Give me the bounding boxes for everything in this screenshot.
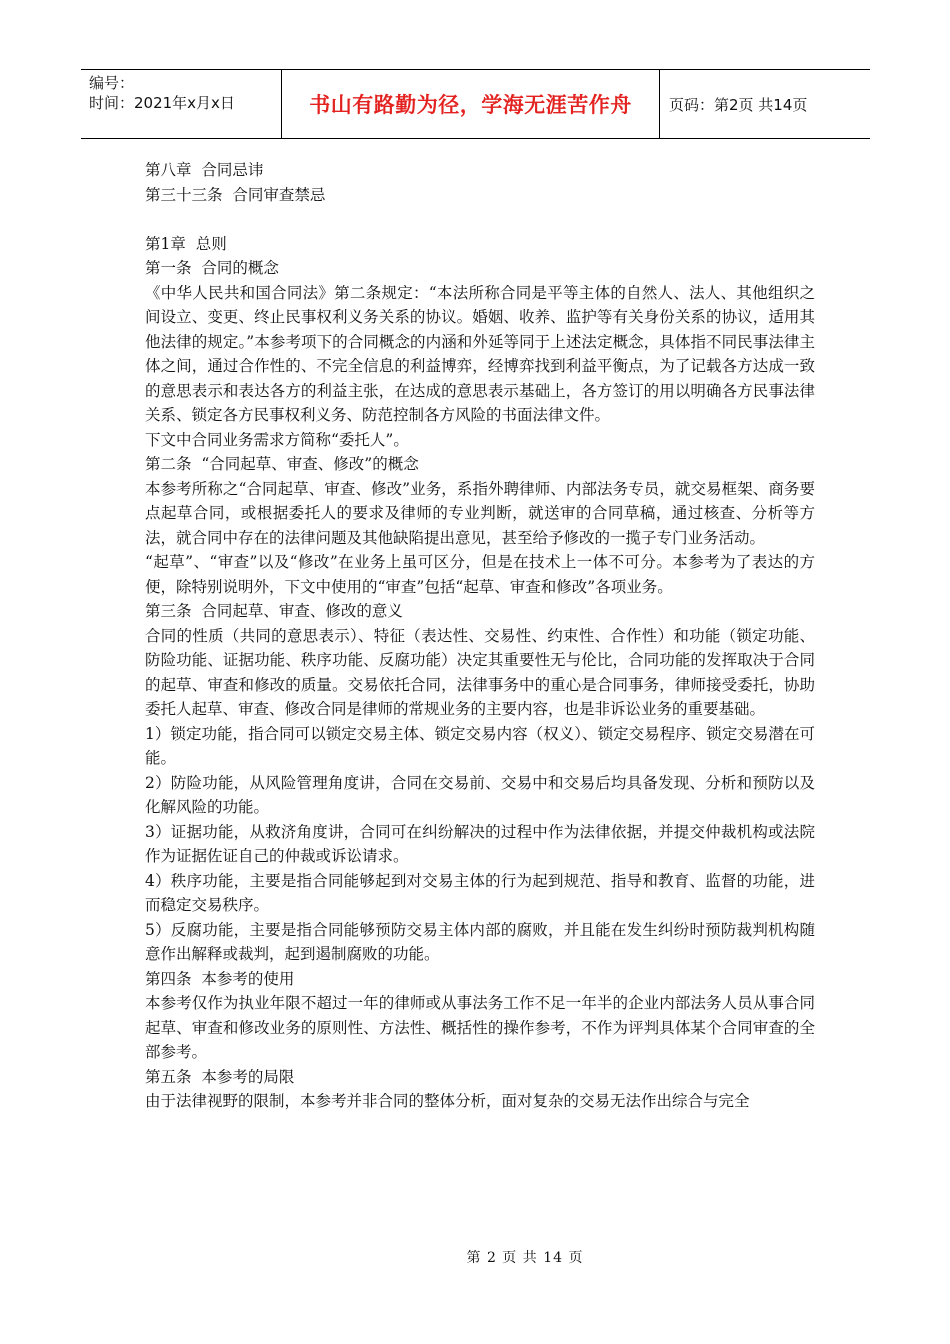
header-motto-cell xyxy=(281,70,660,138)
document-body xyxy=(145,158,815,1114)
article-1-paragraph-1: 《中华人民共和国合同法》第二条规定：“本法所称合同是平等主体的自然人、法人、其他组织之间设立、变更、终止民事权利义务关系的协议。婚姻、收养、监护等有关身份关系的协议，适用其他法律的规定。”本参考项下的合同概念的内涵和外延等同于上述法定概念，具体指不同民事法律主体之间，通过合作性的、不完全信息的利益博弈，经博弈找到利益平衡点，为了记载各方达成一致的意思表示和表达各方的利益主张，在达成的意思表示基础上，各方签订的用以明确各方民事法律关系、锁定各方民事权利义务、防范控制各方风险的书面法律文件。 xyxy=(145,283,815,424)
footer-page-number: 第 2 页 共 14 页 xyxy=(466,1250,584,1266)
article-3-paragraph-1: 合同的性质（共同的意思表示）、特征（表达性、交易性、约束性、合作性）和功能（锁定功能、防险功能、证据功能、秩序功能、反腐功能）决定其重要性无与伦比，合同功能的发挥取决于合同的起草、审查和修改的质量。交易依托合同，法律事务中的重心是合同事务，律师接受委托，协助委托人起草、审查、修改合同是律师的常规业务的主要内容，也是非诉讼业务的重要基础。 xyxy=(145,626,815,718)
article-5-heading: 第五条 本参考的局限 xyxy=(145,1067,295,1086)
article-2-heading: 第二条 “合同起草、审查、修改”的概念 xyxy=(145,455,419,473)
article-3-item-4: 4）秩序功能，主要是指合同能够起到对交易主体的行为起到规范、指导和教育、监督的功能，进而稳定交易秩序。 xyxy=(145,871,815,914)
toc-chapter-8: 第八章 合同忌讳 xyxy=(145,161,264,179)
article-4-heading: 第四条 本参考的使用 xyxy=(145,969,295,988)
article-3-heading: 第三条 合同起草、审查、修改的意义 xyxy=(145,602,403,620)
article-4-paragraph-1: 本参考仅作为执业年限不超过一年的律师或从事法务工作不足一年半的企业内部法务人员从事合同起草、审查和修改业务的原则性、方法性、概括性的操作参考，不作为评判具体某个合同审查的全部参考。 xyxy=(145,994,815,1061)
article-5-paragraph-1: 由于法律视野的限制，本参考并非合同的整体分析，面对复杂的交易无法作出综合与完全 xyxy=(145,1092,750,1110)
article-3-item-3: 3）证据功能，从救济角度讲，合同可在纠纷解决的过程中作为法律依据，并提交仲裁机构或法院作为证据佐证自己的仲裁或诉讼请求。 xyxy=(145,822,815,865)
chapter-1-heading: 第1章 总则 xyxy=(145,234,227,253)
article-1-heading: 第一条 合同的概念 xyxy=(145,259,279,277)
article-3-item-1: 1）锁定功能，指合同可以锁定交易主体、锁定交易内容（权义）、锁定交易程序、锁定交易潜在可能。 xyxy=(145,724,815,767)
article-2-paragraph-1: 本参考所称之“合同起草、审查、修改”业务，系指外聘律师、内部法务专员，就交易框架、商务要点起草合同，或根据委托人的要求及律师的专业判断，就送审的合同草稿，通过核查、分析等方法，就合同中存在的法律问题及其他缺陷提出意见，甚至给予修改的一揽子专门业务活动。 xyxy=(145,479,815,547)
article-3-item-5: 5）反腐功能，主要是指合同能够预防交易主体内部的腐败，并且能在发生纠纷时预防裁判机构随意作出解释或裁判，起到遏制腐败的功能。 xyxy=(145,920,815,963)
motto-text: 书山有路勤为径，学海无涯苦作舟 xyxy=(309,93,632,117)
toc-article-33: 第三十三条 合同审查禁忌 xyxy=(145,185,326,204)
header-page-info: 页码：第2页 共14页 xyxy=(669,95,808,114)
date-label: 时间：2021年x月x日 xyxy=(89,94,235,112)
article-1-paragraph-2: 下文中合同业务需求方简称“委托人”。 xyxy=(145,430,409,449)
blank-line xyxy=(145,207,815,232)
page-footer xyxy=(0,1247,950,1267)
article-3-item-2: 2）防险功能，从风险管理角度讲，合同在交易前、交易中和交易后均具备发现、分析和预防以及化解风险的功能。 xyxy=(145,773,815,816)
page-header xyxy=(81,69,870,139)
doc-number-label: 编号： xyxy=(89,74,135,92)
header-page-cell xyxy=(660,70,870,138)
header-meta xyxy=(81,70,281,138)
article-2-paragraph-2: “起草”、“审查”以及“修改”在业务上虽可区分，但是在技术上一体不可分。本参考为了表达的方便，除特别说明外，下文中使用的“审查”包括“起草、审查和修改”各项业务。 xyxy=(145,553,815,596)
